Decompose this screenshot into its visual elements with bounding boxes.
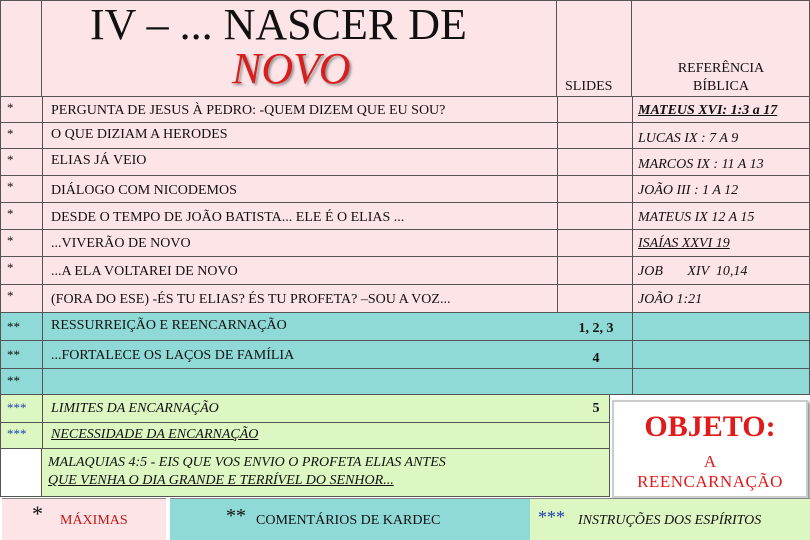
maximas-marker: *: [32, 501, 43, 526]
footer-maximas: [2, 498, 166, 540]
page-title: [90, 0, 467, 49]
row-marker: *: [7, 100, 14, 115]
slides-header: SLIDES: [565, 79, 613, 94]
table-row: [0, 203, 810, 230]
header-ref-cell: [632, 0, 810, 97]
row-text: NECESSIDADE DA ENCARNAÇÃO: [51, 427, 259, 442]
table-row: [0, 257, 810, 285]
instrucoes-label: INSTRUÇÕES DOS ESPÍRITOS: [578, 513, 762, 528]
header-title-cell: [42, 0, 557, 97]
ref-header-line2: BÍBLICA: [693, 79, 749, 94]
quote-cell: [42, 449, 610, 497]
row-reference: MATEUS XVI: 1:3 a 17: [638, 103, 778, 118]
row-marker: *: [7, 179, 14, 194]
maximas-label: MÁXIMAS: [60, 513, 128, 528]
row-text: LIMITES DA ENCARNAÇÃO: [51, 401, 219, 416]
header-mark-cell: [0, 0, 42, 97]
row-text: DESDE O TEMPO DE JOÃO BATISTA... ELE É O ELIAS ...: [51, 210, 405, 225]
column-divider: [557, 97, 558, 313]
row-marker: *: [7, 233, 14, 248]
column-divider: [632, 313, 633, 395]
row-reference: MARCOS IX : 11 A 13: [638, 157, 764, 172]
row-marker: ***: [7, 426, 27, 441]
table-row: [0, 285, 810, 313]
row-reference: ISAÍAS XXVI 19: [638, 236, 730, 251]
row-text: RESSURREIÇÃO E REENCARNAÇÃO: [51, 318, 287, 333]
row-marker: *: [7, 152, 14, 167]
objeto-line-1: A: [703, 452, 717, 471]
table-row: [0, 369, 810, 395]
table-row: [0, 176, 810, 203]
row-slides: 1, 2, 3: [578, 321, 614, 336]
row-text: (FORA DO ESE) -ÉS TU ELIAS? ÉS TU PROFETA? –SOU A VOZ...: [51, 292, 451, 307]
row-marker: ***: [7, 400, 27, 415]
row-marker: **: [7, 347, 20, 362]
table-row: [0, 395, 610, 423]
row-reference: JOÃO III : 1 A 12: [638, 183, 739, 198]
quote-line-1: MALAQUIAS 4:5 - EIS QUE VOS ENVIO O PROFETA ELIAS ANTES: [48, 455, 446, 470]
table-row: [0, 123, 810, 149]
page-title-line2: NOVO: [232, 44, 351, 93]
objeto-line-2: REENCARNAÇÃO: [637, 472, 783, 491]
table-row: [0, 149, 810, 176]
row-marker: *: [7, 288, 14, 303]
table-row: [0, 341, 810, 369]
row-text: ...A ELA VOLTAREI DE NOVO: [51, 264, 238, 279]
objeto-title: OBJETO:: [644, 410, 776, 443]
column-divider: [632, 97, 633, 313]
row-slides: 4: [592, 351, 600, 366]
footer-comentarios: [170, 498, 530, 540]
column-divider: [42, 395, 43, 449]
row-text: PERGUNTA DE JESUS À PEDRO: -QUEM DIZEM QUE EU SOU?: [51, 103, 446, 118]
table-row: [0, 97, 810, 123]
column-divider: [42, 97, 43, 313]
row-text: O QUE DIZIAM A HERODES: [51, 127, 228, 142]
quote-mark-cell: [0, 449, 42, 497]
row-marker: *: [7, 126, 14, 141]
row-text: ...FORTALECE OS LAÇOS DE FAMÍLIA: [51, 348, 295, 363]
header-slides-cell: [557, 0, 632, 97]
row-text: ELIAS JÁ VEIO: [51, 153, 147, 168]
row-reference: MATEUS IX 12 A 15: [638, 210, 755, 225]
row-reference: JOÃO 1:21: [638, 292, 703, 307]
comentarios-marker: **: [226, 505, 246, 527]
comentarios-label: COMENTÁRIOS DE KARDEC: [256, 513, 441, 528]
instrucoes-marker: ***: [538, 507, 565, 527]
quote-line-2: QUE VENHA O DIA GRANDE E TERRÍVEL DO SENHOR...: [48, 473, 394, 488]
row-marker: **: [7, 319, 20, 334]
table-row: [0, 313, 810, 341]
row-text: ...VIVERÃO DE NOVO: [51, 236, 191, 251]
table-row: [0, 230, 810, 257]
footer-instrucoes: [530, 498, 810, 540]
row-reference: LUCAS IX : 7 A 9: [638, 131, 739, 146]
row-reference: JOB XIV 10,14: [638, 264, 748, 279]
row-marker: *: [7, 260, 14, 275]
row-text: DIÁLOGO COM NICODEMOS: [51, 183, 237, 198]
row-marker: **: [7, 373, 20, 388]
table-row: [0, 423, 610, 449]
objeto-box: [612, 400, 808, 498]
ref-header-line1: REFERÊNCIA: [677, 61, 765, 76]
row-marker: *: [7, 206, 14, 221]
column-divider: [42, 313, 43, 395]
title-prefix: IV – ... NASCER DE: [90, 0, 467, 49]
row-slides: 5: [592, 401, 600, 416]
